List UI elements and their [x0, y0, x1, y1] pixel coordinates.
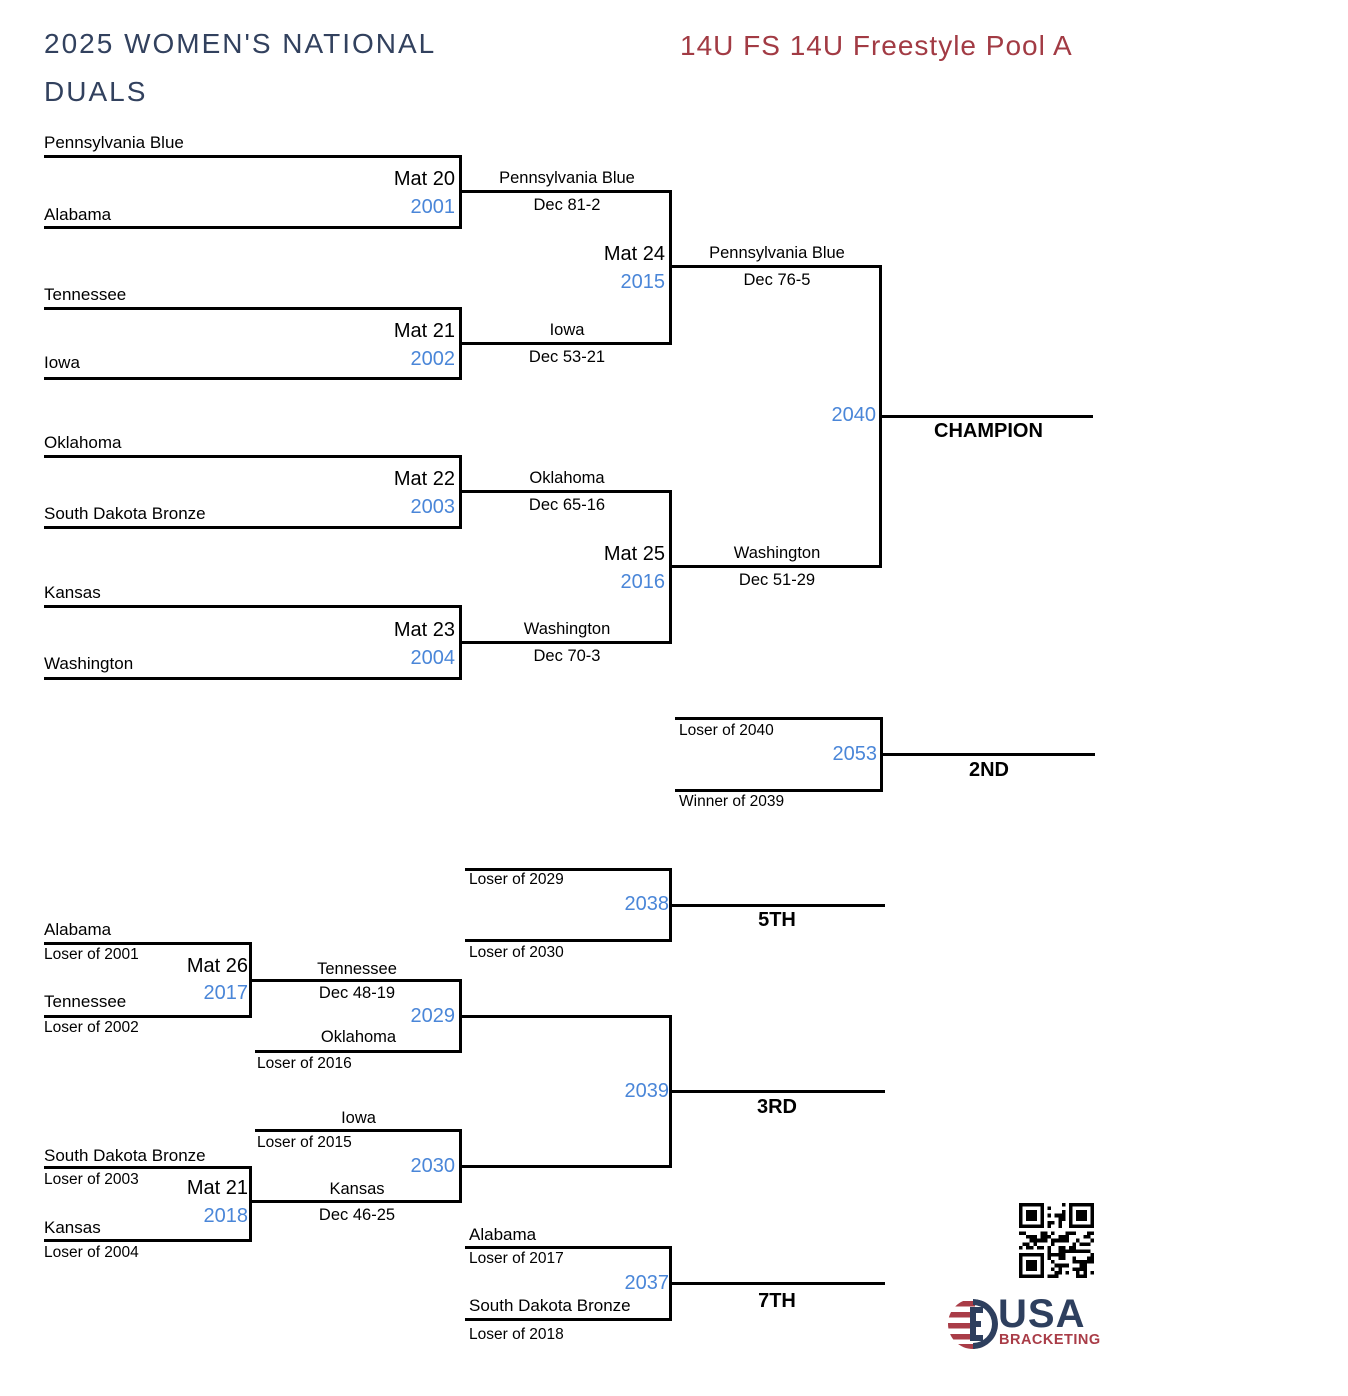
place-label-champion: CHAMPION	[934, 420, 1043, 442]
bracket-line	[44, 605, 462, 608]
result-score: Dec 48-19	[318, 984, 396, 1002]
bracket-line	[462, 490, 672, 493]
bracket-line	[44, 526, 462, 529]
team-seed: Iowa	[44, 353, 80, 372]
bout-number: 2017	[203, 982, 248, 1004]
logo-text: USA	[998, 1292, 1086, 1336]
usa-bracketing-logo-icon	[948, 1299, 998, 1349]
bout-number: 2004	[410, 647, 455, 669]
bracket-line	[255, 1129, 462, 1132]
bracket-line	[672, 1282, 885, 1285]
winner-name: Pennsylvania Blue	[709, 244, 845, 262]
mat-label: Mat 21	[186, 1177, 248, 1199]
team-seed: Washington	[44, 654, 134, 673]
mat-label: Mat 22	[393, 468, 455, 490]
mat-label: Mat 23	[393, 619, 455, 641]
slot-label: Loser of 2017	[469, 1250, 564, 1267]
slot-label: Loser of 2003	[44, 1171, 139, 1188]
event-title-line1: 2025 WOMEN'S NATIONAL	[44, 28, 437, 59]
bout-number: 2038	[624, 893, 669, 915]
bout-number: 2040	[831, 404, 876, 426]
mat-label: Mat 21	[393, 320, 455, 342]
result-score: Dec 76-5	[743, 271, 811, 289]
place-label-7th: 7TH	[758, 1290, 796, 1312]
bracket-line	[44, 226, 462, 229]
slot-label: Loser of 2001	[44, 946, 139, 963]
team-seed: Tennessee	[44, 992, 127, 1011]
bracket-line	[462, 1015, 672, 1018]
event-title-line2: DUALS	[44, 76, 148, 107]
bracket-line	[672, 904, 885, 907]
slot-label: Loser of 2040	[679, 722, 774, 739]
bracket-line	[249, 1166, 252, 1242]
bout-number: 2039	[624, 1080, 669, 1102]
result-score: Dec 65-16	[528, 496, 606, 514]
bracket-line	[462, 342, 672, 345]
team-seed: Kansas	[44, 1218, 101, 1237]
result-score: Dec 70-3	[533, 647, 601, 665]
team-seed: Pennsylvania Blue	[44, 133, 184, 152]
pool-title: 14U FS 14U Freestyle Pool A	[680, 30, 1073, 61]
winner-name: Washington	[733, 544, 821, 562]
bracket-line	[672, 1090, 885, 1093]
bout-number: 2002	[410, 348, 455, 370]
result-score: Dec 81-2	[533, 196, 601, 214]
winner-name: Kansas	[329, 1180, 385, 1198]
result-score: Dec 51-29	[738, 571, 816, 589]
bracket-line	[44, 677, 462, 680]
slot-label: Loser of 2029	[469, 871, 564, 888]
bracket-line	[462, 641, 672, 644]
team-seed: South Dakota Bronze	[44, 1146, 206, 1165]
bracket-line	[462, 190, 672, 193]
team-seed: South Dakota Bronze	[44, 504, 206, 523]
team-seed: Kansas	[44, 583, 101, 602]
bracket-line	[672, 265, 882, 268]
bracket-line	[44, 377, 462, 380]
bout-number: 2029	[410, 1005, 455, 1027]
bracket-line	[44, 1166, 252, 1169]
result-score: Dec 53-21	[528, 348, 606, 366]
bracket-line	[462, 1165, 672, 1168]
bracket-line	[675, 717, 883, 720]
slot-label: Loser of 2015	[257, 1134, 352, 1151]
bracket-line	[44, 1015, 252, 1018]
bracket-line	[675, 789, 883, 792]
bout-number: 2016	[620, 571, 665, 593]
bracket-line	[465, 1318, 672, 1321]
bracket-line	[672, 565, 882, 568]
bout-number: 2037	[624, 1272, 669, 1294]
slot-label: Loser of 2002	[44, 1019, 139, 1036]
team-seed: Alabama	[44, 205, 112, 224]
winner-name: Washington	[523, 620, 611, 638]
bout-number: 2015	[620, 271, 665, 293]
team-seed: Iowa	[341, 1109, 376, 1127]
winner-name: Iowa	[549, 321, 585, 339]
bracket-line	[44, 455, 462, 458]
bracket-line	[465, 1246, 672, 1249]
winner-name: Tennessee	[317, 960, 397, 978]
bout-number: 2018	[203, 1205, 248, 1227]
bout-number: 2001	[410, 196, 455, 218]
team-seed: Alabama	[469, 1225, 537, 1244]
logo-subtext: BRACKETING	[999, 1332, 1101, 1348]
bracket-line	[44, 307, 462, 310]
bracket-line	[44, 1239, 252, 1242]
bracket-line	[465, 939, 672, 942]
bracket-line	[883, 753, 1095, 756]
winner-name: Oklahoma	[529, 469, 605, 487]
bracket-line	[44, 155, 462, 158]
slot-label: Loser of 2030	[469, 944, 564, 961]
team-seed: Oklahoma	[320, 1028, 397, 1046]
team-seed: Alabama	[44, 920, 112, 939]
result-score: Dec 46-25	[318, 1206, 396, 1224]
place-label-5th: 5TH	[758, 909, 796, 931]
bout-number: 2053	[832, 743, 877, 765]
qr-code	[1019, 1203, 1094, 1278]
slot-label: Winner of 2039	[679, 793, 785, 810]
bracket-line	[44, 942, 252, 945]
mat-label: Mat 25	[603, 543, 665, 565]
slot-label: Loser of 2018	[469, 1326, 564, 1343]
slot-label: Loser of 2004	[44, 1244, 139, 1261]
bout-number: 2003	[410, 496, 455, 518]
mat-label: Mat 26	[186, 955, 248, 977]
bracket-line	[252, 1200, 462, 1203]
team-seed: Oklahoma	[44, 433, 122, 452]
bracket-line	[255, 1050, 462, 1053]
champion-line	[882, 415, 1093, 418]
bout-number: 2030	[410, 1155, 455, 1177]
slot-label: Loser of 2016	[257, 1055, 352, 1072]
mat-label: Mat 24	[603, 243, 665, 265]
place-label-3rd: 3RD	[756, 1096, 797, 1118]
bracket-line	[252, 979, 462, 982]
place-label-2nd: 2ND	[968, 759, 1009, 781]
winner-name: Pennsylvania Blue	[499, 169, 635, 187]
team-seed: South Dakota Bronze	[469, 1296, 631, 1315]
team-seed: Tennessee	[44, 285, 127, 304]
mat-label: Mat 20	[393, 168, 455, 190]
